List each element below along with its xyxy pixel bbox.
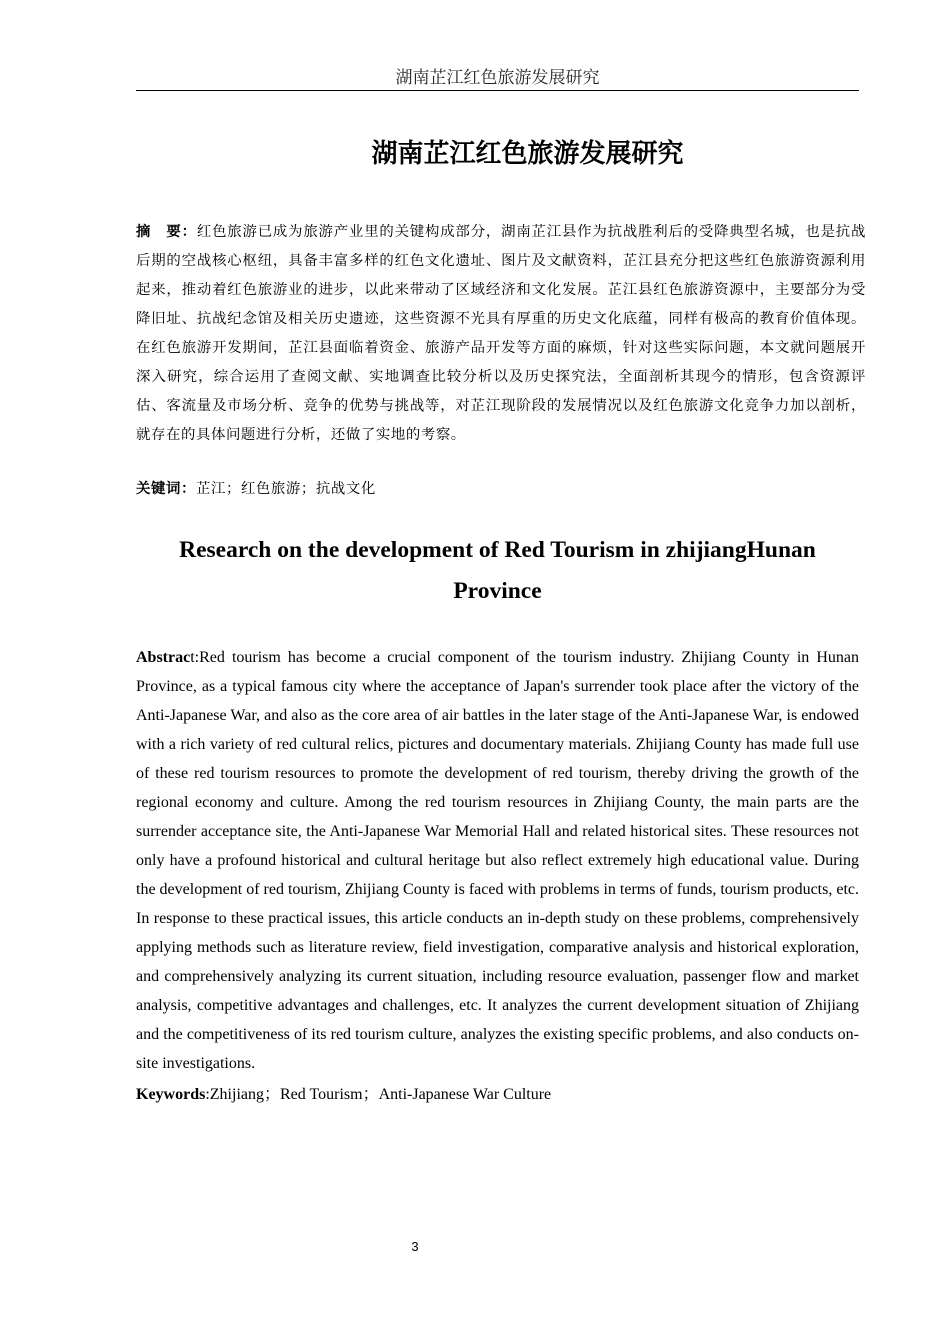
chinese-keywords (136, 475, 859, 504)
page-number: 3 (411, 1239, 419, 1254)
chinese-keywords-text: 芷江；红色旅游；抗战文化 (195, 481, 376, 497)
chinese-abstract (136, 218, 866, 450)
english-title: Research on the development of Red Tourism in zhijiangHunan Province (179, 537, 816, 604)
english-abstract-text: t:Red tourism has become a crucial component of the tourism industry. Zhijiang County in Hunan Province, as a typical famous city where the acceptance of Japan's surrender took place after the victory of the Anti-Japanese War, and also as the core area of air battles in the later stage of the Anti-Japanese War, is endowed with a rich variety of red cultural relics, pictures and documentary materials. Zhijiang County has made full use of these red tourism resources to promote the development of red tourism, thereby driving the growth of the regional economy and culture. Among the red tourism resources in Zhijiang County, the main parts are the surrender acceptance site, the Anti-Japanese War Memorial Hall and related historical sites. These resources not only have a profound historical and cultural heritage but also reflect extremely high educational value. During the development of red tourism, Zhijiang County is faced with problems in terms of funds, tourism products, etc. In response to these practical issues, this article conducts an in-depth study on these problems, comprehensively applying methods such as literature review, field investigation, comparative analysis and historical exploration, and comprehensively analyzing its current situation, including resource evaluation, passenger flow and market analysis, competitive advantages and challenges, etc. It analyzes the current development situation of Zhijiang and the competitiveness of its red tourism culture, analyzes the existing specific problems, and also conducts on-site investigations. (136, 649, 859, 1072)
english-keywords-text: :Zhijiang；Red Tourism；Anti-Japanese War Culture (205, 1086, 552, 1103)
english-abstract (136, 643, 859, 1078)
running-header: 湖南芷江红色旅游发展研究 (136, 66, 859, 91)
chinese-keywords-label: 关键词： (136, 481, 196, 497)
chinese-abstract-text: 红色旅游已成为旅游产业里的关键构成部分，湖南芷江县作为抗战胜利后的受降典型名城，也是抗战后期的空战核心枢纽，具备丰富多样的红色文化遗址、图片及文献资料，芷江县充分把这些红色旅游资源利用起来，推动着红色旅游业的进步，以此来带动了区域经济和文化发展。芷江县红色旅游资源中，主要部分为受降旧址、抗战纪念馆及相关历史遗迹，这些资源不光具有厚重的历史文化底蕴，同样有极高的教育价值体现。在红色旅游开发期间，芷江县面临着资金、旅游产品开发等方面的麻烦，针对这些实际问题，本文就问题展开深入研究，综合运用了查阅文献、实地调查比较分析以及历史探究法，全面剖析其现今的情形，包含资源评估、客流量及市场分析、竞争的优势与挑战等，对芷江现阶段的发展情况以及红色旅游文化竞争力加以剖析，就存在的具体问题进行分析，还做了实地的考察。 (136, 224, 866, 443)
english-abstract-label: Abstrac (136, 649, 191, 666)
chinese-title: 湖南芷江红色旅游发展研究 (371, 139, 684, 169)
english-keywords (136, 1080, 859, 1109)
english-keywords-label: Keywords (136, 1086, 206, 1103)
chinese-abstract-label: 摘 要： (136, 224, 197, 240)
